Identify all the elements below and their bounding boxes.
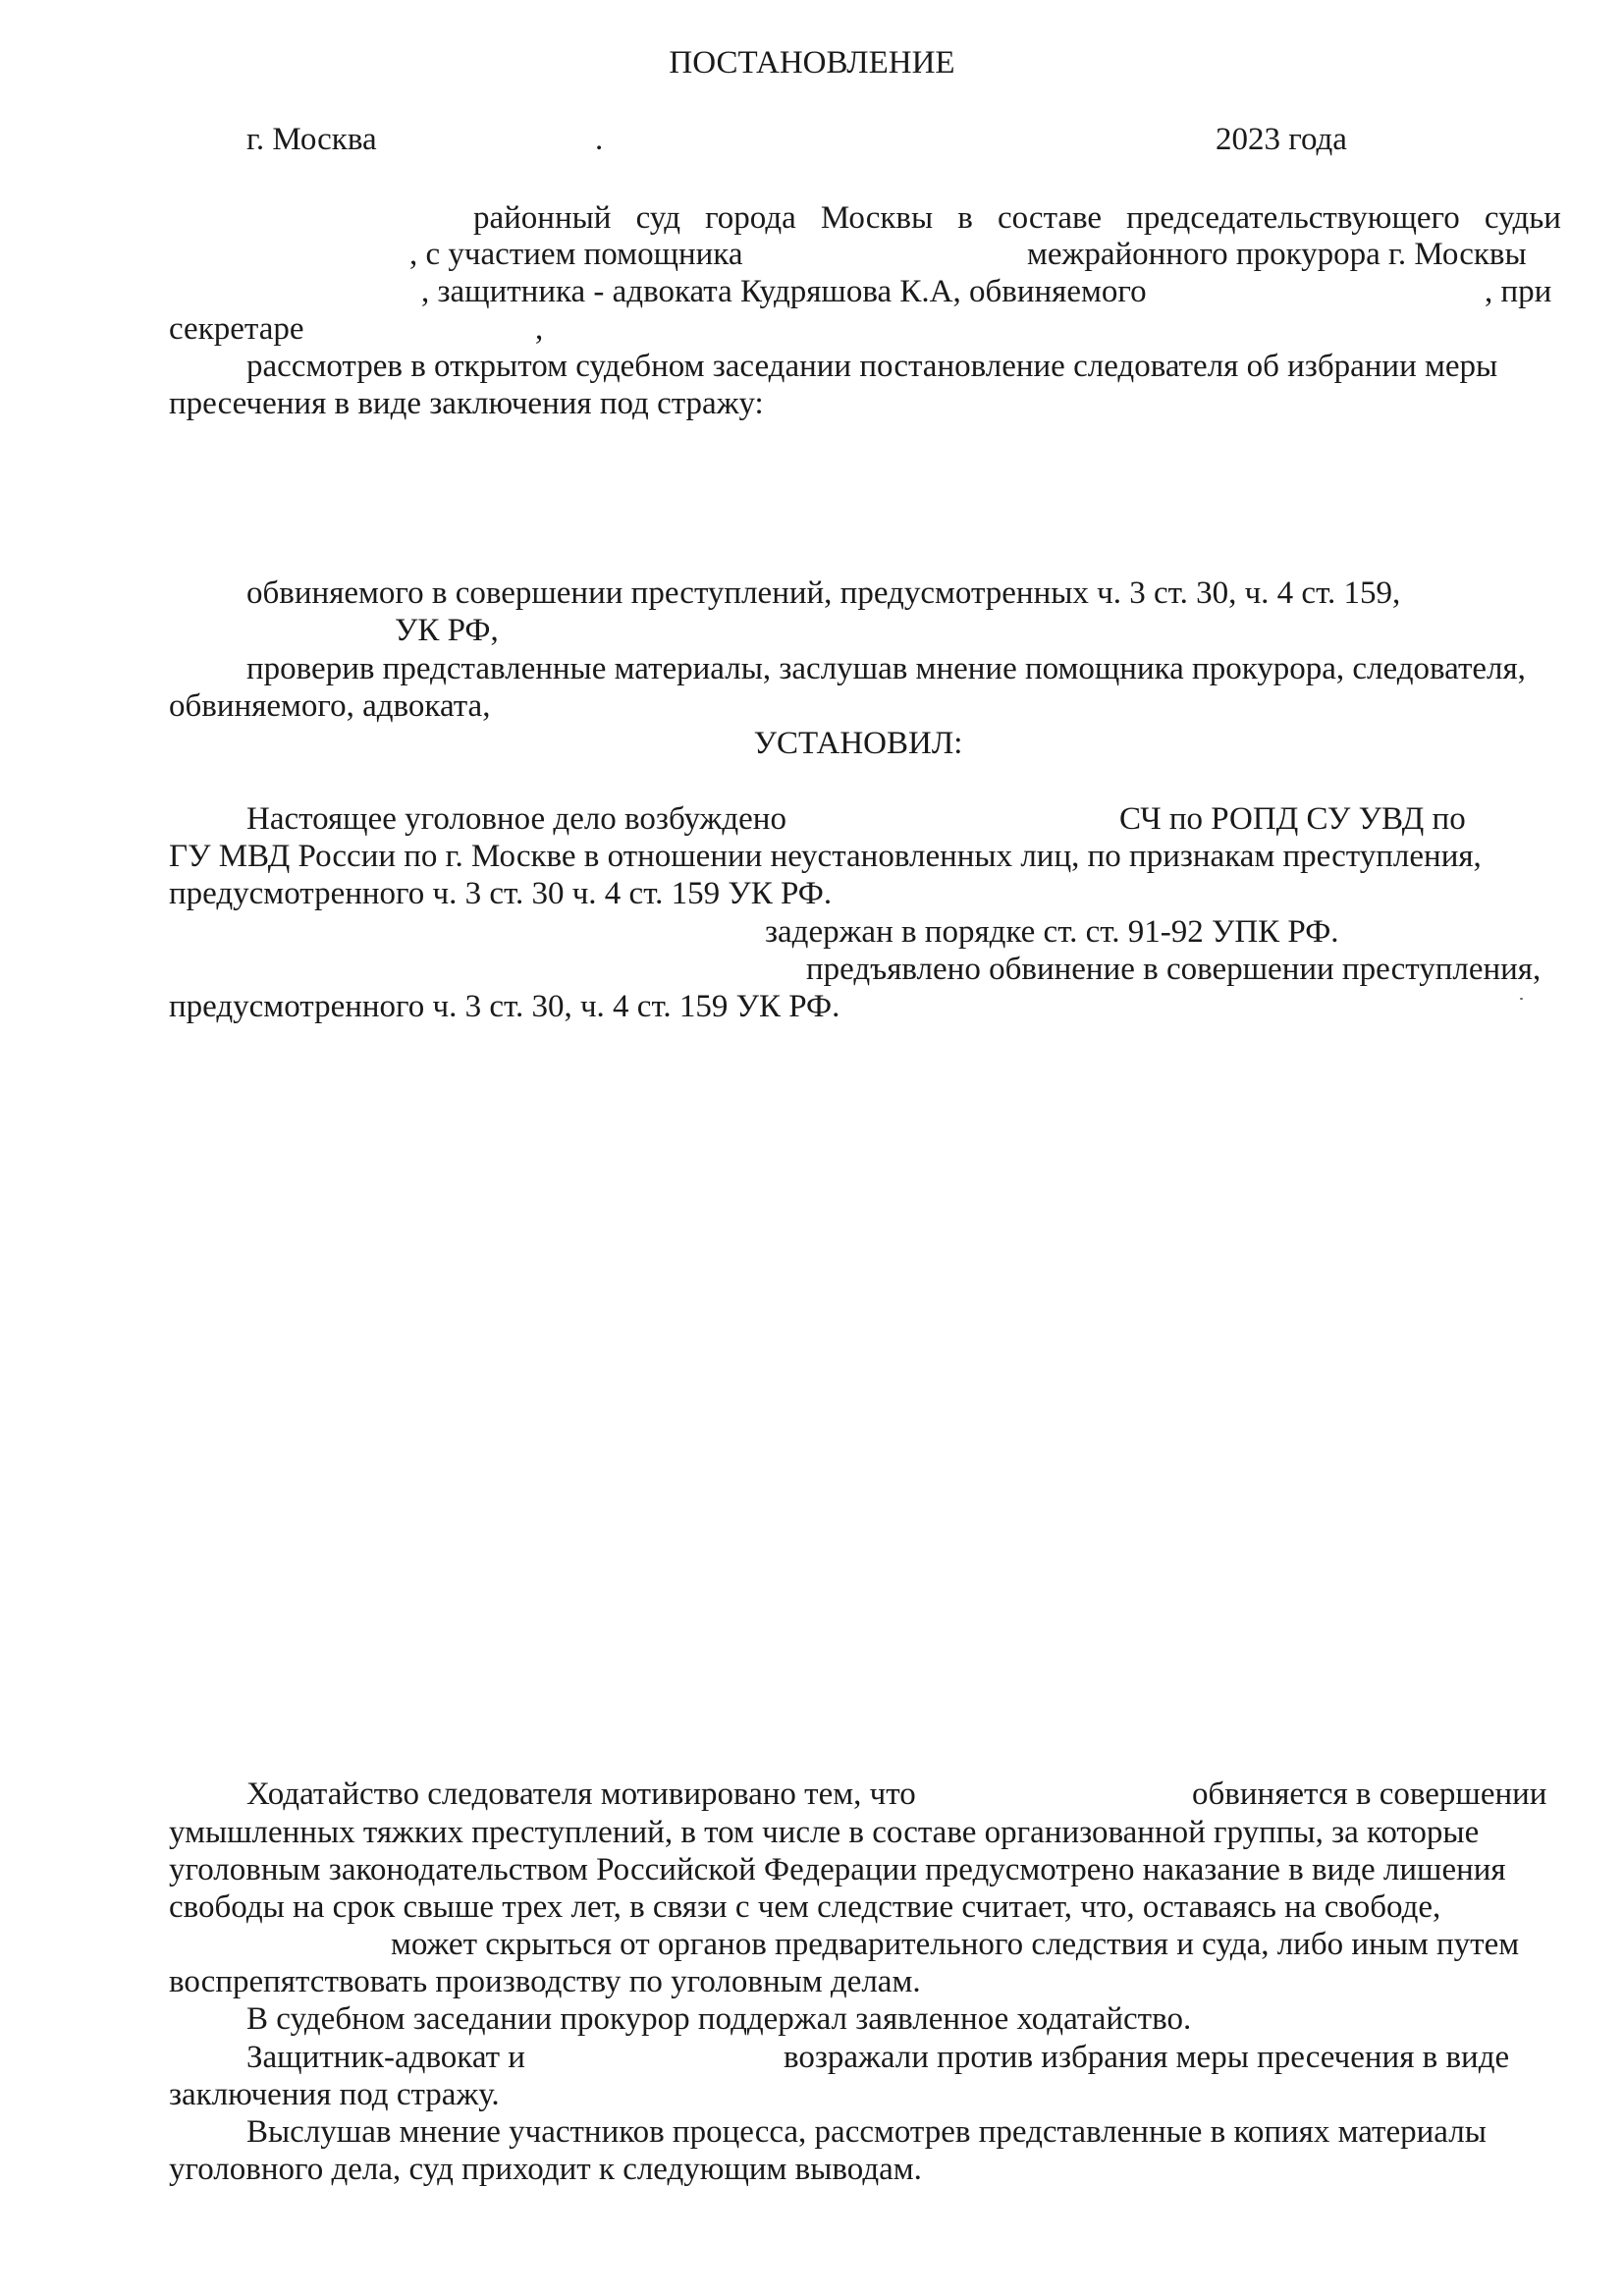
motion-line-7: В судебном заседании прокурор поддержал заявленное ходатайство. — [246, 2001, 1192, 2037]
motion-line-1a: Ходатайство следователя мотивировано тем, что — [246, 1777, 916, 1812]
motion-line-2: умышленных тяжких преступлений, в том числе в составе организованной группы, за которые — [169, 1815, 1480, 1850]
intro-line-5: рассмотрев в открытом судебном заседании постановление следователя об избрании меры — [246, 349, 1498, 384]
motion-line-1b: обвиняется в совершении — [1192, 1777, 1547, 1812]
word: в — [957, 200, 973, 236]
intro-line-3a: , защитника - адвоката Кудряшова К.А, обвиняемого — [421, 274, 1147, 309]
intro-line-2b: межрайонного прокурора г. Москвы — [1027, 237, 1527, 272]
word: судьи — [1484, 200, 1561, 236]
charge-line-3: проверив представленные материалы, заслушав мнение помощника прокурора, следователя, — [246, 651, 1526, 686]
motion-line-5: может скрыться от органов предварительного следствия и суда, либо иным путем — [391, 1927, 1520, 1962]
word: Москвы — [820, 200, 934, 236]
word: города — [705, 200, 796, 236]
facts-line-5: предъявлено обвинение в совершении преступления, — [806, 952, 1542, 987]
word: председательствующего — [1126, 200, 1460, 236]
motion-line-10: Выслушав мнение участников процесса, рассмотрев представленные в копиях материалы — [246, 2114, 1487, 2150]
intro-line-3b: , при — [1485, 274, 1552, 309]
word: составе — [997, 200, 1103, 236]
intro-line-6: пресечения в виде заключения под стражу: — [169, 386, 764, 421]
intro-line-1 — [473, 199, 1561, 237]
motion-line-9: заключения под стражу. — [169, 2077, 500, 2112]
motion-line-4: свободы на срок свыше трех лет, в связи с чем следствие считает, что, оставаясь на свободе, — [169, 1889, 1441, 1925]
motion-line-8b: возражали против избрания меры пресечения в виде — [784, 2040, 1510, 2075]
facts-line-2: ГУ МВД России по г. Москве в отношении неустановленных лиц, по признакам преступления, — [169, 839, 1482, 874]
facts-line-3: предусмотренного ч. 3 ст. 30 ч. 4 ст. 159 УК РФ. — [169, 876, 833, 911]
charge-line-1: обвиняемого в совершении преступлений, предусмотренных ч. 3 ст. 30, ч. 4 ст. 159, — [246, 575, 1401, 611]
motion-line-3: уголовным законодательством Российской Федерации предусмотрено наказание в виде лишения — [169, 1852, 1506, 1887]
established-heading: УСТАНОВИЛ: — [753, 726, 963, 761]
scan-speck — [1520, 998, 1523, 1000]
word: районный — [473, 200, 612, 236]
word: суд — [635, 200, 680, 236]
header-dot: . — [595, 122, 604, 157]
facts-line-6: предусмотренного ч. 3 ст. 30, ч. 4 ст. 159 УК РФ. — [169, 989, 840, 1024]
facts-line-1b: СЧ по РОПД СУ УВД по — [1119, 801, 1466, 837]
intro-line-4b: , — [535, 311, 544, 347]
motion-line-11: уголовного дела, суд приходит к следующим выводам. — [169, 2152, 922, 2187]
charge-line-4: обвиняемого, адвоката, — [169, 688, 491, 724]
facts-line-1a: Настоящее уголовное дело возбуждено — [246, 801, 786, 837]
motion-line-6: воспрепятствовать производству по уголовным делам. — [169, 1964, 921, 1999]
facts-line-4: задержан в порядке ст. ст. 91-92 УПК РФ. — [765, 914, 1339, 950]
motion-line-8a: Защитник-адвокат и — [246, 2040, 525, 2075]
intro-line-4a: секретаре — [169, 311, 304, 347]
document-title: ПОСТАНОВЛЕНИЕ — [669, 45, 955, 81]
charge-line-2: УК РФ, — [395, 613, 499, 648]
intro-line-2a: , с участием помощника — [409, 237, 743, 272]
city: г. Москва — [246, 122, 377, 157]
year: 2023 года — [1216, 122, 1347, 157]
